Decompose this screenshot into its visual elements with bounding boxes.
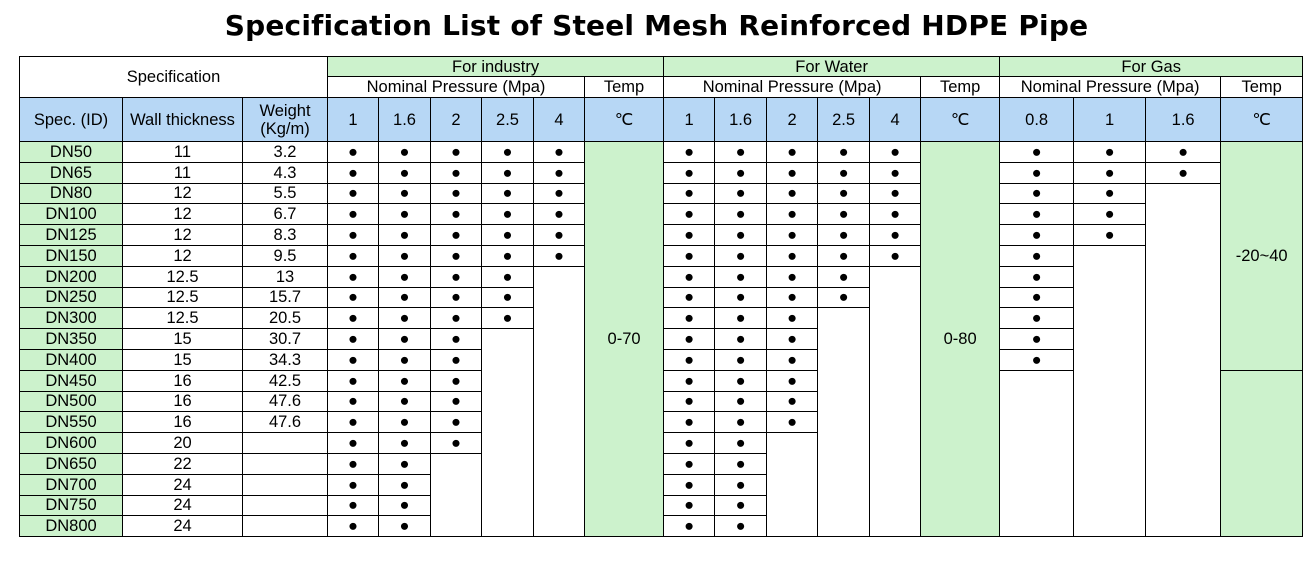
bullet-mark: ●: [1000, 162, 1074, 183]
pressure-header: 2.5: [482, 98, 534, 142]
bullet-mark: ●: [328, 391, 379, 412]
bullet-mark: ●: [328, 453, 379, 474]
empty-cell: [1000, 370, 1074, 536]
temp-header-industry: Temp: [585, 77, 664, 98]
bullet-mark: ●: [1000, 142, 1074, 163]
weight-cell: 13: [243, 266, 328, 287]
bullet-mark: ●: [715, 433, 767, 454]
bullet-mark: ●: [767, 370, 818, 391]
pressure-header: 1.6: [715, 98, 767, 142]
bullet-mark: ●: [482, 287, 534, 308]
bullet-mark: ●: [818, 266, 870, 287]
bullet-mark: ●: [379, 474, 431, 495]
pressure-header: 2: [767, 98, 818, 142]
spec-id-cell: DN350: [20, 329, 123, 350]
bullet-mark: ●: [715, 412, 767, 433]
bullet-mark: ●: [818, 245, 870, 266]
pressure-header: 0.8: [1000, 98, 1074, 142]
pressure-header: 1: [664, 98, 715, 142]
bullet-mark: ●: [431, 391, 482, 412]
bullet-mark: ●: [482, 245, 534, 266]
bullet-mark: ●: [664, 474, 715, 495]
wall-thickness-cell: 24: [123, 516, 243, 537]
bullet-mark: ●: [379, 266, 431, 287]
bullet-mark: ●: [431, 412, 482, 433]
bullet-mark: ●: [328, 433, 379, 454]
spec-id-header: Spec. (ID): [20, 98, 123, 142]
wall-thickness-cell: 24: [123, 495, 243, 516]
bullet-mark: ●: [1000, 245, 1074, 266]
bullet-mark: ●: [715, 245, 767, 266]
empty-cell: [767, 433, 818, 537]
pressure-header: 1.6: [1146, 98, 1221, 142]
bullet-mark: ●: [1074, 162, 1146, 183]
pressure-header: 1: [328, 98, 379, 142]
bullet-mark: ●: [767, 266, 818, 287]
bullet-mark: ●: [1000, 308, 1074, 329]
bullet-mark: ●: [534, 245, 585, 266]
bullet-mark: ●: [431, 287, 482, 308]
spec-id-cell: DN50: [20, 142, 123, 163]
bullet-mark: ●: [379, 245, 431, 266]
bullet-mark: ●: [482, 266, 534, 287]
bullet-mark: ●: [431, 204, 482, 225]
temp-unit-header: ℃: [585, 98, 664, 142]
spec-id-cell: DN400: [20, 349, 123, 370]
bullet-mark: ●: [379, 162, 431, 183]
empty-cell: [1074, 245, 1146, 536]
spec-id-cell: DN250: [20, 287, 123, 308]
bullet-mark: ●: [818, 162, 870, 183]
bullet-mark: ●: [379, 329, 431, 350]
bullet-mark: ●: [379, 516, 431, 537]
bullet-mark: ●: [767, 183, 818, 204]
bullet-mark: ●: [715, 453, 767, 474]
spec-id-cell: DN150: [20, 245, 123, 266]
bullet-mark: ●: [328, 225, 379, 246]
nominal-pressure-header-industry: Nominal Pressure (Mpa): [328, 77, 585, 98]
bullet-mark: ●: [328, 474, 379, 495]
spec-table-body: [20, 142, 1303, 537]
bullet-mark: ●: [482, 204, 534, 225]
wall-thickness-cell: 15: [123, 349, 243, 370]
wall-thickness-header: Wall thickness: [123, 98, 243, 142]
nominal-pressure-header-gas: Nominal Pressure (Mpa): [1000, 77, 1221, 98]
weight-cell: 5.5: [243, 183, 328, 204]
bullet-mark: ●: [379, 412, 431, 433]
bullet-mark: ●: [664, 142, 715, 163]
bullet-mark: ●: [431, 266, 482, 287]
empty-cell: [870, 266, 921, 536]
bullet-mark: ●: [767, 287, 818, 308]
weight-cell: [243, 453, 328, 474]
page-title: Specification List of Steel Mesh Reinforced HDPE Pipe: [224, 9, 1089, 42]
bullet-mark: ●: [431, 245, 482, 266]
bullet-mark: ●: [1000, 183, 1074, 204]
weight-cell: 4.3: [243, 162, 328, 183]
empty-cell: [534, 266, 585, 536]
weight-cell: [243, 433, 328, 454]
spec-id-cell: DN200: [20, 266, 123, 287]
bullet-mark: ●: [664, 308, 715, 329]
bullet-mark: ●: [715, 142, 767, 163]
weight-cell: [243, 474, 328, 495]
bullet-mark: ●: [431, 225, 482, 246]
bullet-mark: ●: [328, 349, 379, 370]
bullet-mark: ●: [328, 287, 379, 308]
wall-thickness-cell: 12.5: [123, 308, 243, 329]
empty-cell: [482, 329, 534, 537]
bullet-mark: ●: [431, 162, 482, 183]
bullet-mark: ●: [328, 204, 379, 225]
bullet-mark: ●: [664, 204, 715, 225]
bullet-mark: ●: [379, 391, 431, 412]
bullet-mark: ●: [1074, 183, 1146, 204]
bullet-mark: ●: [870, 183, 921, 204]
pressure-header: 2.5: [818, 98, 870, 142]
empty-cell: [1146, 183, 1221, 537]
bullet-mark: ●: [1000, 204, 1074, 225]
bullet-mark: ●: [431, 308, 482, 329]
bullet-mark: ●: [715, 266, 767, 287]
spec-id-cell: DN100: [20, 204, 123, 225]
weight-cell: 15.7: [243, 287, 328, 308]
bullet-mark: ●: [767, 308, 818, 329]
bullet-mark: ●: [664, 245, 715, 266]
bullet-mark: ●: [379, 453, 431, 474]
spec-id-cell: DN125: [20, 225, 123, 246]
spec-id-cell: DN650: [20, 453, 123, 474]
bullet-mark: ●: [767, 245, 818, 266]
weight-cell: 42.5: [243, 370, 328, 391]
pressure-header: 4: [534, 98, 585, 142]
pressure-header: 4: [870, 98, 921, 142]
bullet-mark: ●: [715, 225, 767, 246]
group-header-water: For Water: [664, 57, 1000, 77]
bullet-mark: ●: [715, 308, 767, 329]
wall-thickness-cell: 16: [123, 391, 243, 412]
bullet-mark: ●: [379, 349, 431, 370]
temp-unit-header: ℃: [921, 98, 1000, 142]
temp-range-gas: -20~40: [1221, 142, 1303, 371]
bullet-mark: ●: [818, 287, 870, 308]
wall-thickness-cell: 12: [123, 245, 243, 266]
spec-id-cell: DN800: [20, 516, 123, 537]
bullet-mark: ●: [1000, 329, 1074, 350]
bullet-mark: ●: [534, 204, 585, 225]
pressure-header: 1.6: [379, 98, 431, 142]
bullet-mark: ●: [664, 266, 715, 287]
bullet-mark: ●: [664, 349, 715, 370]
bullet-mark: ●: [715, 204, 767, 225]
bullet-mark: ●: [328, 329, 379, 350]
bullet-mark: ●: [664, 287, 715, 308]
bullet-mark: ●: [767, 225, 818, 246]
weight-cell: [243, 516, 328, 537]
bullet-mark: ●: [482, 142, 534, 163]
wall-thickness-cell: 11: [123, 142, 243, 163]
bullet-mark: ●: [328, 370, 379, 391]
nominal-pressure-header-water: Nominal Pressure (Mpa): [664, 77, 921, 98]
bullet-mark: ●: [482, 183, 534, 204]
bullet-mark: ●: [715, 391, 767, 412]
weight-cell: 30.7: [243, 329, 328, 350]
bullet-mark: ●: [767, 142, 818, 163]
bullet-mark: ●: [1146, 162, 1221, 183]
wall-thickness-cell: 15: [123, 329, 243, 350]
bullet-mark: ●: [1000, 349, 1074, 370]
wall-thickness-cell: 12: [123, 225, 243, 246]
bullet-mark: ●: [379, 225, 431, 246]
pressure-header: 2: [431, 98, 482, 142]
bullet-mark: ●: [664, 412, 715, 433]
wall-thickness-cell: 12: [123, 204, 243, 225]
bullet-mark: ●: [664, 370, 715, 391]
bullet-mark: ●: [328, 162, 379, 183]
wall-thickness-cell: 16: [123, 412, 243, 433]
bullet-mark: ●: [534, 162, 585, 183]
weight-cell: 34.3: [243, 349, 328, 370]
weight-cell: 47.6: [243, 412, 328, 433]
weight-cell: [243, 495, 328, 516]
bullet-mark: ●: [431, 370, 482, 391]
spec-table: [19, 56, 1303, 537]
specification-header: Specification: [20, 57, 328, 98]
wall-thickness-cell: 11: [123, 162, 243, 183]
wall-thickness-cell: 12: [123, 183, 243, 204]
bullet-mark: ●: [328, 183, 379, 204]
bullet-mark: ●: [482, 162, 534, 183]
bullet-mark: ●: [431, 433, 482, 454]
spec-id-cell: DN750: [20, 495, 123, 516]
spec-id-cell: DN700: [20, 474, 123, 495]
bullet-mark: ●: [664, 329, 715, 350]
bullet-mark: ●: [328, 412, 379, 433]
bullet-mark: ●: [715, 495, 767, 516]
bullet-mark: ●: [1074, 225, 1146, 246]
temp-header-water: Temp: [921, 77, 1000, 98]
bullet-mark: ●: [664, 433, 715, 454]
bullet-mark: ●: [379, 308, 431, 329]
bullet-mark: ●: [664, 495, 715, 516]
bullet-mark: ●: [715, 183, 767, 204]
spec-id-cell: DN300: [20, 308, 123, 329]
temp-range-industry: 0-70: [585, 142, 664, 537]
weight-cell: 47.6: [243, 391, 328, 412]
bullet-mark: ●: [664, 225, 715, 246]
bullet-mark: ●: [328, 245, 379, 266]
spec-id-cell: DN80: [20, 183, 123, 204]
bullet-mark: ●: [664, 516, 715, 537]
bullet-mark: ●: [767, 412, 818, 433]
bullet-mark: ●: [534, 225, 585, 246]
bullet-mark: ●: [431, 329, 482, 350]
bullet-mark: ●: [870, 245, 921, 266]
bullet-mark: ●: [1000, 287, 1074, 308]
bullet-mark: ●: [715, 329, 767, 350]
bullet-mark: ●: [431, 142, 482, 163]
bullet-mark: ●: [664, 391, 715, 412]
spec-id-cell: DN450: [20, 370, 123, 391]
bullet-mark: ●: [379, 370, 431, 391]
temp-unit-header: ℃: [1221, 98, 1303, 142]
bullet-mark: ●: [715, 370, 767, 391]
table-row: [20, 142, 1303, 163]
empty-cell: [818, 308, 870, 537]
bullet-mark: ●: [818, 204, 870, 225]
bullet-mark: ●: [1000, 225, 1074, 246]
empty-cell: [1221, 370, 1303, 536]
bullet-mark: ●: [1074, 204, 1146, 225]
bullet-mark: ●: [379, 183, 431, 204]
bullet-mark: ●: [715, 349, 767, 370]
bullet-mark: ●: [818, 142, 870, 163]
bullet-mark: ●: [767, 162, 818, 183]
spec-id-cell: DN600: [20, 433, 123, 454]
wall-thickness-cell: 24: [123, 474, 243, 495]
bullet-mark: ●: [328, 516, 379, 537]
bullet-mark: ●: [482, 308, 534, 329]
bullet-mark: ●: [379, 142, 431, 163]
bullet-mark: ●: [715, 287, 767, 308]
bullet-mark: ●: [767, 349, 818, 370]
wall-thickness-cell: 22: [123, 453, 243, 474]
temp-header-gas: Temp: [1221, 77, 1303, 98]
bullet-mark: ●: [1146, 142, 1221, 163]
bullet-mark: ●: [1000, 266, 1074, 287]
bullet-mark: ●: [328, 142, 379, 163]
bullet-mark: ●: [715, 162, 767, 183]
bullet-mark: ●: [870, 142, 921, 163]
spec-id-cell: DN65: [20, 162, 123, 183]
bullet-mark: ●: [818, 183, 870, 204]
temp-range-water: 0-80: [921, 142, 1000, 537]
bullet-mark: ●: [1074, 142, 1146, 163]
bullet-mark: ●: [431, 349, 482, 370]
weight-cell: 3.2: [243, 142, 328, 163]
bullet-mark: ●: [664, 183, 715, 204]
weight-cell: 6.7: [243, 204, 328, 225]
bullet-mark: ●: [534, 183, 585, 204]
weight-header: Weight (Kg/m): [243, 98, 328, 142]
wall-thickness-cell: 20: [123, 433, 243, 454]
weight-cell: 9.5: [243, 245, 328, 266]
bullet-mark: ●: [379, 204, 431, 225]
empty-cell: [431, 453, 482, 536]
pressure-header: 1: [1074, 98, 1146, 142]
bullet-mark: ●: [870, 204, 921, 225]
bullet-mark: ●: [328, 308, 379, 329]
bullet-mark: ●: [767, 391, 818, 412]
bullet-mark: ●: [664, 162, 715, 183]
bullet-mark: ●: [328, 495, 379, 516]
bullet-mark: ●: [534, 142, 585, 163]
bullet-mark: ●: [870, 162, 921, 183]
bullet-mark: ●: [431, 183, 482, 204]
bullet-mark: ●: [379, 433, 431, 454]
spec-id-cell: DN550: [20, 412, 123, 433]
bullet-mark: ●: [482, 225, 534, 246]
bullet-mark: ●: [767, 204, 818, 225]
bullet-mark: ●: [870, 225, 921, 246]
group-header-gas: For Gas: [1000, 57, 1303, 77]
bullet-mark: ●: [379, 495, 431, 516]
bullet-mark: ●: [664, 453, 715, 474]
bullet-mark: ●: [767, 329, 818, 350]
group-header-industry: For industry: [328, 57, 664, 77]
bullet-mark: ●: [379, 287, 431, 308]
bullet-mark: ●: [818, 225, 870, 246]
wall-thickness-cell: 12.5: [123, 287, 243, 308]
bullet-mark: ●: [715, 474, 767, 495]
bullet-mark: ●: [328, 266, 379, 287]
weight-cell: 8.3: [243, 225, 328, 246]
weight-cell: 20.5: [243, 308, 328, 329]
wall-thickness-cell: 16: [123, 370, 243, 391]
wall-thickness-cell: 12.5: [123, 266, 243, 287]
spec-id-cell: DN500: [20, 391, 123, 412]
bullet-mark: ●: [715, 516, 767, 537]
